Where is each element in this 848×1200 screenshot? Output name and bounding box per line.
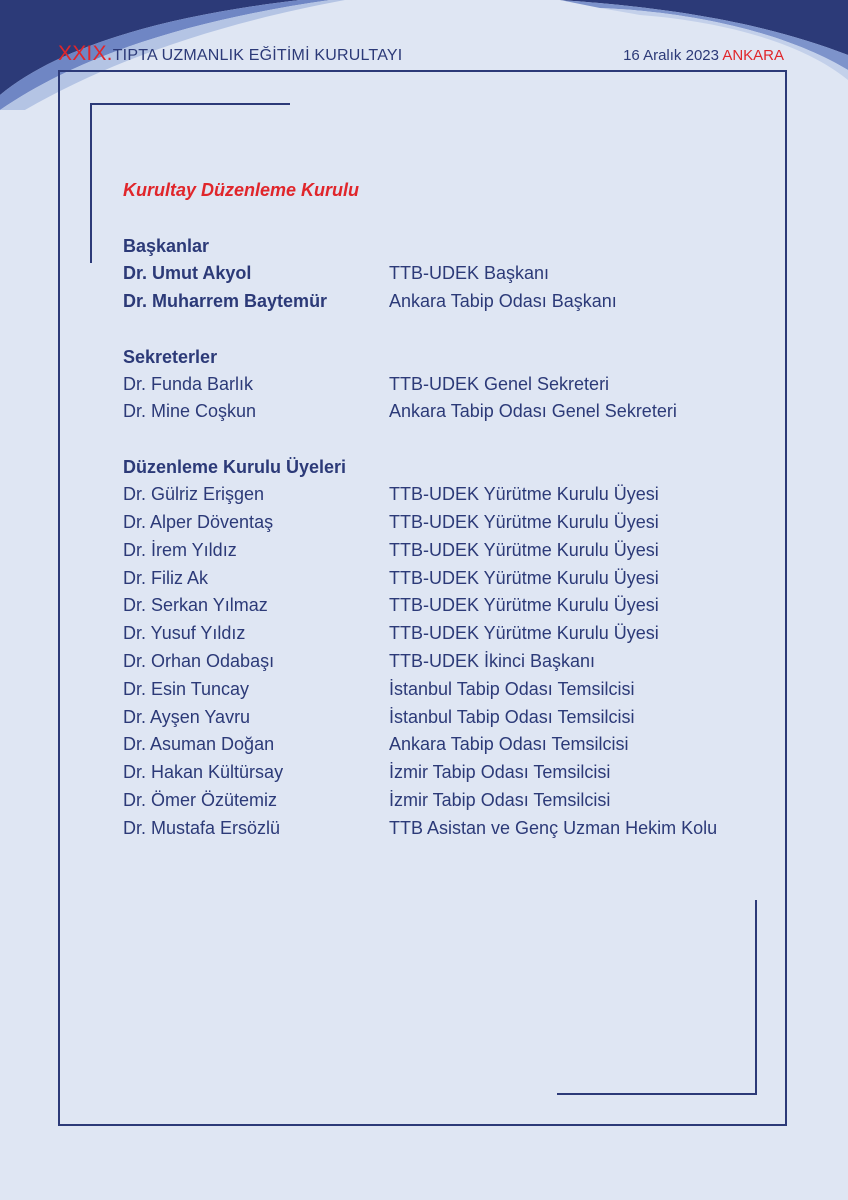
member-role: İstanbul Tabip Odası Temsilcisi bbox=[389, 678, 635, 699]
member-role: TTB-UDEK Başkanı bbox=[389, 263, 550, 283]
member-role: TTB-UDEK Yürütme Kurulu Üyesi bbox=[389, 539, 659, 560]
member-row bbox=[123, 537, 773, 565]
member-row bbox=[123, 620, 773, 648]
member-row bbox=[123, 481, 773, 509]
member-role: TTB-UDEK İkinci Başkanı bbox=[389, 650, 596, 671]
member-name: Dr. Funda Barlık bbox=[123, 373, 254, 394]
committee-content bbox=[123, 180, 773, 843]
member-row bbox=[123, 565, 773, 593]
member-row bbox=[123, 648, 773, 676]
event-name: TIPTA UZMANLIK EĞİTİMİ KURULTAYI bbox=[112, 47, 403, 64]
member-row bbox=[123, 260, 773, 288]
section-spacer bbox=[123, 316, 773, 343]
event-city: ANKARA bbox=[722, 47, 784, 64]
member-role: TTB-UDEK Yürütme Kurulu Üyesi bbox=[389, 484, 659, 505]
member-name: Dr. İrem Yıldız bbox=[123, 539, 237, 560]
member-role: TTB-UDEK Yürütme Kurulu Üyesi bbox=[389, 623, 659, 644]
member-name: Dr. Ömer Özütemiz bbox=[123, 789, 278, 810]
event-edition-number: XXIX. bbox=[58, 42, 113, 65]
member-role: Ankara Tabip Odası Temsilcisi bbox=[389, 734, 629, 755]
member-role: TTB-UDEK Yürütme Kurulu Üyesi bbox=[389, 595, 659, 616]
member-name: Dr. Esin Tuncay bbox=[123, 678, 250, 699]
member-name: Dr. Muharrem Baytemür bbox=[123, 290, 328, 311]
member-row bbox=[123, 592, 773, 620]
page-title: Kurultay Düzenleme Kurulu bbox=[123, 180, 360, 200]
event-title bbox=[58, 42, 402, 66]
member-role: TTB-UDEK Yürütme Kurulu Üyesi bbox=[389, 567, 659, 588]
section-heading: Başkanlar bbox=[123, 236, 210, 256]
member-name: Dr. Ayşen Yavru bbox=[123, 706, 251, 727]
member-name: Dr. Filiz Ak bbox=[123, 567, 209, 588]
member-role: TTB Asistan ve Genç Uzman Hekim Kolu bbox=[389, 817, 718, 838]
section-secretaries bbox=[123, 343, 773, 427]
event-date: 16 Aralık 2023 bbox=[623, 47, 719, 64]
member-row bbox=[123, 731, 773, 759]
member-name: Dr. Hakan Kültürsay bbox=[123, 762, 284, 783]
member-name: Dr. Yusuf Yıldız bbox=[123, 623, 246, 644]
member-row bbox=[123, 759, 773, 787]
section-spacer bbox=[123, 426, 773, 453]
member-role: İzmir Tabip Odası Temsilcisi bbox=[389, 762, 611, 783]
member-role: Ankara Tabip Odası Genel Sekreteri bbox=[389, 401, 677, 422]
member-name: Dr. Mustafa Ersözlü bbox=[123, 817, 281, 838]
member-name: Dr. Alper Döventaş bbox=[123, 511, 274, 532]
corner-line-bottom-right bbox=[557, 1093, 757, 1095]
section-committee-members bbox=[123, 453, 773, 842]
section-presidents bbox=[123, 232, 773, 316]
member-name: Dr. Gülriz Erişgen bbox=[123, 484, 265, 505]
event-date-location bbox=[623, 47, 784, 64]
member-row bbox=[123, 676, 773, 704]
member-row bbox=[123, 815, 773, 843]
member-row bbox=[123, 288, 773, 316]
member-role: TTB-UDEK Genel Sekreteri bbox=[389, 373, 610, 394]
member-name: Dr. Asuman Doğan bbox=[123, 734, 275, 755]
corner-line-top-left bbox=[90, 103, 290, 105]
member-name: Dr. Orhan Odabaşı bbox=[123, 650, 275, 671]
member-name: Dr. Mine Coşkun bbox=[123, 401, 257, 422]
member-row bbox=[123, 704, 773, 732]
corner-line-bottom-right-vertical bbox=[755, 900, 757, 1095]
member-name: Dr. Umut Akyol bbox=[123, 263, 252, 283]
member-role: TTB-UDEK Yürütme Kurulu Üyesi bbox=[389, 511, 659, 532]
member-row bbox=[123, 371, 773, 399]
corner-line-top-left-vertical bbox=[90, 103, 92, 263]
member-row bbox=[123, 509, 773, 537]
member-row bbox=[123, 787, 773, 815]
member-role: Ankara Tabip Odası Başkanı bbox=[389, 290, 617, 311]
member-row bbox=[123, 398, 773, 426]
section-heading: Sekreterler bbox=[123, 346, 218, 367]
section-heading: Düzenleme Kurulu Üyeleri bbox=[123, 457, 347, 478]
member-role: İstanbul Tabip Odası Temsilcisi bbox=[389, 706, 635, 727]
member-role: İzmir Tabip Odası Temsilcisi bbox=[389, 789, 611, 810]
member-name: Dr. Serkan Yılmaz bbox=[123, 595, 268, 616]
